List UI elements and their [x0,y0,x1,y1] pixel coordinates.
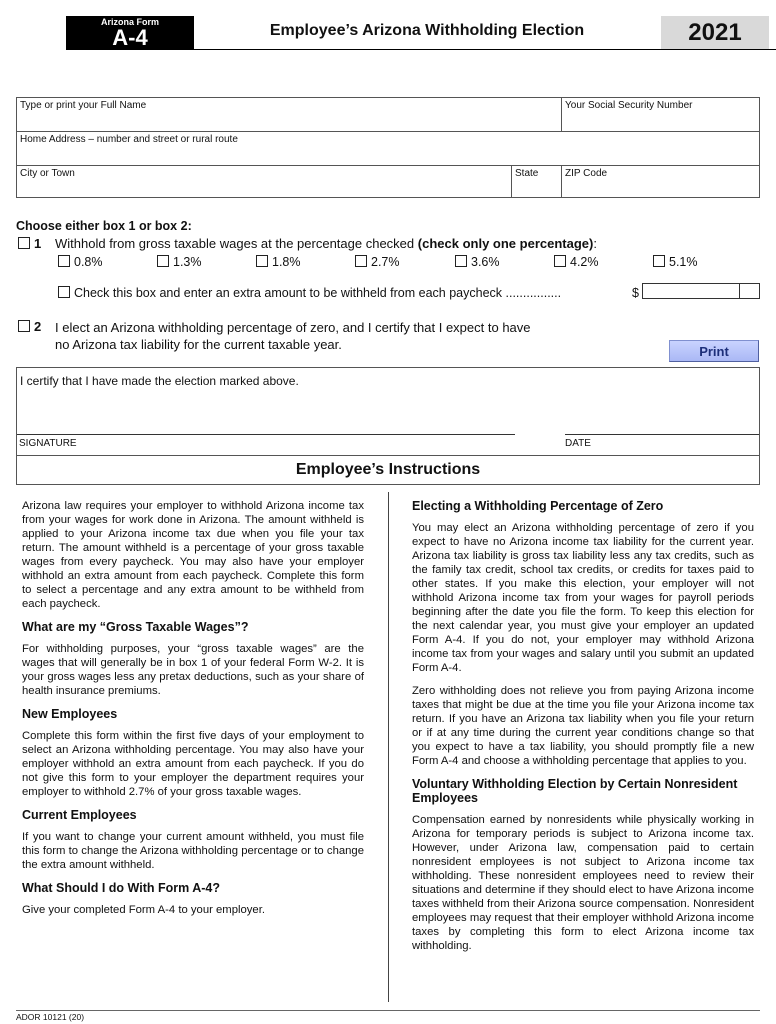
what-to-do-heading: What Should I do With Form A-4? [22,881,221,895]
form-title: Employee’s Arizona Withholding Election [269,22,585,39]
zero-paragraph-2: Zero withholding does not relieve you from paying Arizona income taxes that might be due at the time you file your Arizona income tax return. If you have an Arizona tax liability when you file your return or if at any time during the current year conditions change so that you expect to have a tax liability, you should promptly file a new Form A-4 and choose a withholding percentage that applies to you. [412,685,754,767]
certify-text: I certify that I have made the election marked above. [20,374,299,388]
extra-amount-text: Check this box and enter an extra amount to be withheld from each paycheck [74,286,503,300]
pct-checkbox[interactable] [256,255,268,267]
current-employees-heading: Current Employees [22,808,137,822]
voluntary-heading: Voluntary Withholding Election by Certain Nonresident Employees [412,777,738,805]
form-code: ADOR 10121 (20) [16,1012,85,1022]
pct-option-4[interactable] [355,255,400,269]
pct-option-5[interactable] [455,255,500,269]
box1-number: 1 [34,236,42,251]
pct-checkbox[interactable] [58,255,70,267]
instructions-right-column [412,499,754,962]
pct-label: 1.3% [173,255,202,269]
city-label: City or Town [20,168,75,179]
pct-option-3[interactable] [256,255,301,269]
ssn-label: Your Social Security Number [565,100,693,111]
dollar-sign: $ [632,286,639,300]
instructions-left-column [22,499,364,926]
pct-option-1[interactable] [58,255,103,269]
print-button[interactable]: Print [669,340,759,362]
pct-label: 5.1% [669,255,698,269]
signature-line[interactable] [17,434,515,435]
cents-divider [739,284,740,298]
date-label: DATE [565,438,591,449]
gross-wages-paragraph: For withholding purposes, your “gross taxable wages” are the wages that will generally be in box 1 of your federal Form W-2. It is your gross wages less any pretax deductions, such as your share of health insurance premiums. [22,643,364,697]
box1-row [18,236,41,251]
pct-option-2[interactable] [157,255,202,269]
box2-number: 2 [34,319,42,334]
pct-label: 2.7% [371,255,400,269]
gross-wages-heading: What are my “Gross Taxable Wages”? [22,620,249,634]
box2-row [18,319,41,334]
voluntary-paragraph: Compensation earned by nonresidents while physically working in Arizona for temporary periods is subject to Arizona income tax. However, under Arizona law, compensation paid to certain nonresident employees is not subject to Arizona income tax withholding. These nonresident employees need to review their situations and determine if they should elect to have Arizona income taxes withheld from their Arizona source compensation. Nonresident employees may request that their employer withhold Arizona income taxes by completing this form to elect Arizona income tax withholding. [412,814,754,952]
intro-paragraph: Arizona law requires your employer to withhold Arizona income tax from your wages for work done in Arizona. The amount withheld is applied to your Arizona income tax due when you file your tax return. The amount withheld is a percentage of your gross taxable wages from every paycheck. You may also have your employer withhold an extra amount from each paycheck. Complete this form to select a percentage and any extra amount to be withheld from each paycheck. [22,500,364,610]
box2-checkbox[interactable] [18,320,30,332]
extra-amount-checkbox[interactable] [58,286,70,298]
pct-checkbox[interactable] [157,255,169,267]
form-year: 2021 [661,16,769,49]
instructions-title: Employee’s Instructions [16,455,760,485]
footer-rule [16,1010,760,1011]
zero-heading: Electing a Withholding Percentage of Zero [412,499,664,513]
form-number: A-4 [112,25,148,50]
pct-checkbox[interactable] [455,255,467,267]
column-divider [388,492,389,1002]
choose-label: Choose either box 1 or box 2: [16,219,192,233]
pct-checkbox[interactable] [653,255,665,267]
box1-checkbox[interactable] [18,237,30,249]
zip-label: ZIP Code [565,168,608,179]
pct-label: 4.2% [570,255,599,269]
date-line[interactable] [565,434,759,435]
signature-label: SIGNATURE [19,438,77,449]
pct-checkbox[interactable] [355,255,367,267]
form-number-block [66,16,194,49]
box1-text-line [55,236,597,251]
zero-paragraph-1: You may elect an Arizona withholding percentage of zero if you expect to have no Arizona income tax liability for the current year. Arizona tax liability is gross tax liability less any tax credits, such as the family tax credit, school tax credits, or credits for taxes paid to other states. If you make this election, your employer will not withhold Arizona income tax from your wages for payroll periods beginning after the date you file the form. To keep this election for the next calendar year, you must give your employer an updated Form A-4. If you do not, your employer may withhold Arizona income tax from your wages and salary until you submit an updated Form A-4. [412,522,754,674]
extra-amount-row [58,286,561,300]
address-label: Home Address – number and street or rural route [20,134,238,145]
pct-checkbox[interactable] [554,255,566,267]
state-field[interactable] [511,165,562,198]
extra-amount-input[interactable] [642,283,760,299]
state-label: State [515,168,539,179]
zip-field[interactable] [561,165,760,198]
new-employees-paragraph: Complete this form within the first five days of your employment to select an Arizona withholding percentage. You may also have your employer withhold an extra amount from each paycheck. If you do not give this form to your employer the department requires your employer to withhold 2.7% of your gross taxable wages. [22,730,364,798]
pct-label: 3.6% [471,255,500,269]
form-label: Arizona Form [100,17,159,27]
what-to-do-paragraph: Give your completed Form A-4 to your employer. [22,904,265,916]
city-field[interactable] [16,165,512,198]
certify-box [16,367,760,456]
pct-option-7[interactable] [653,255,698,269]
box2-text [55,319,531,353]
box2-line1: I elect an Arizona withholding percentage of zero, and I certify that I expect to have [55,320,531,335]
pct-option-6[interactable] [554,255,599,269]
extra-amount-dots: ................ [505,286,562,300]
new-employees-heading: New Employees [22,707,118,721]
pct-label: 0.8% [74,255,103,269]
address-field[interactable] [16,131,760,166]
ssn-field[interactable] [561,97,760,132]
box1-note: (check only one percentage) [417,236,594,251]
full-name-label: Type or print your Full Name [20,100,147,111]
box1-text: Withhold from gross taxable wages at the percentage checked [55,236,415,251]
box1-colon: : [593,236,597,251]
current-employees-paragraph: If you want to change your current amount withheld, you must file this form to change the Arizona withholding percentage or to change the extra amount withheld. [22,831,364,871]
full-name-field[interactable] [16,97,562,132]
pct-label: 1.8% [272,255,301,269]
box2-line2: no Arizona tax liability for the current taxable year. [55,337,342,352]
